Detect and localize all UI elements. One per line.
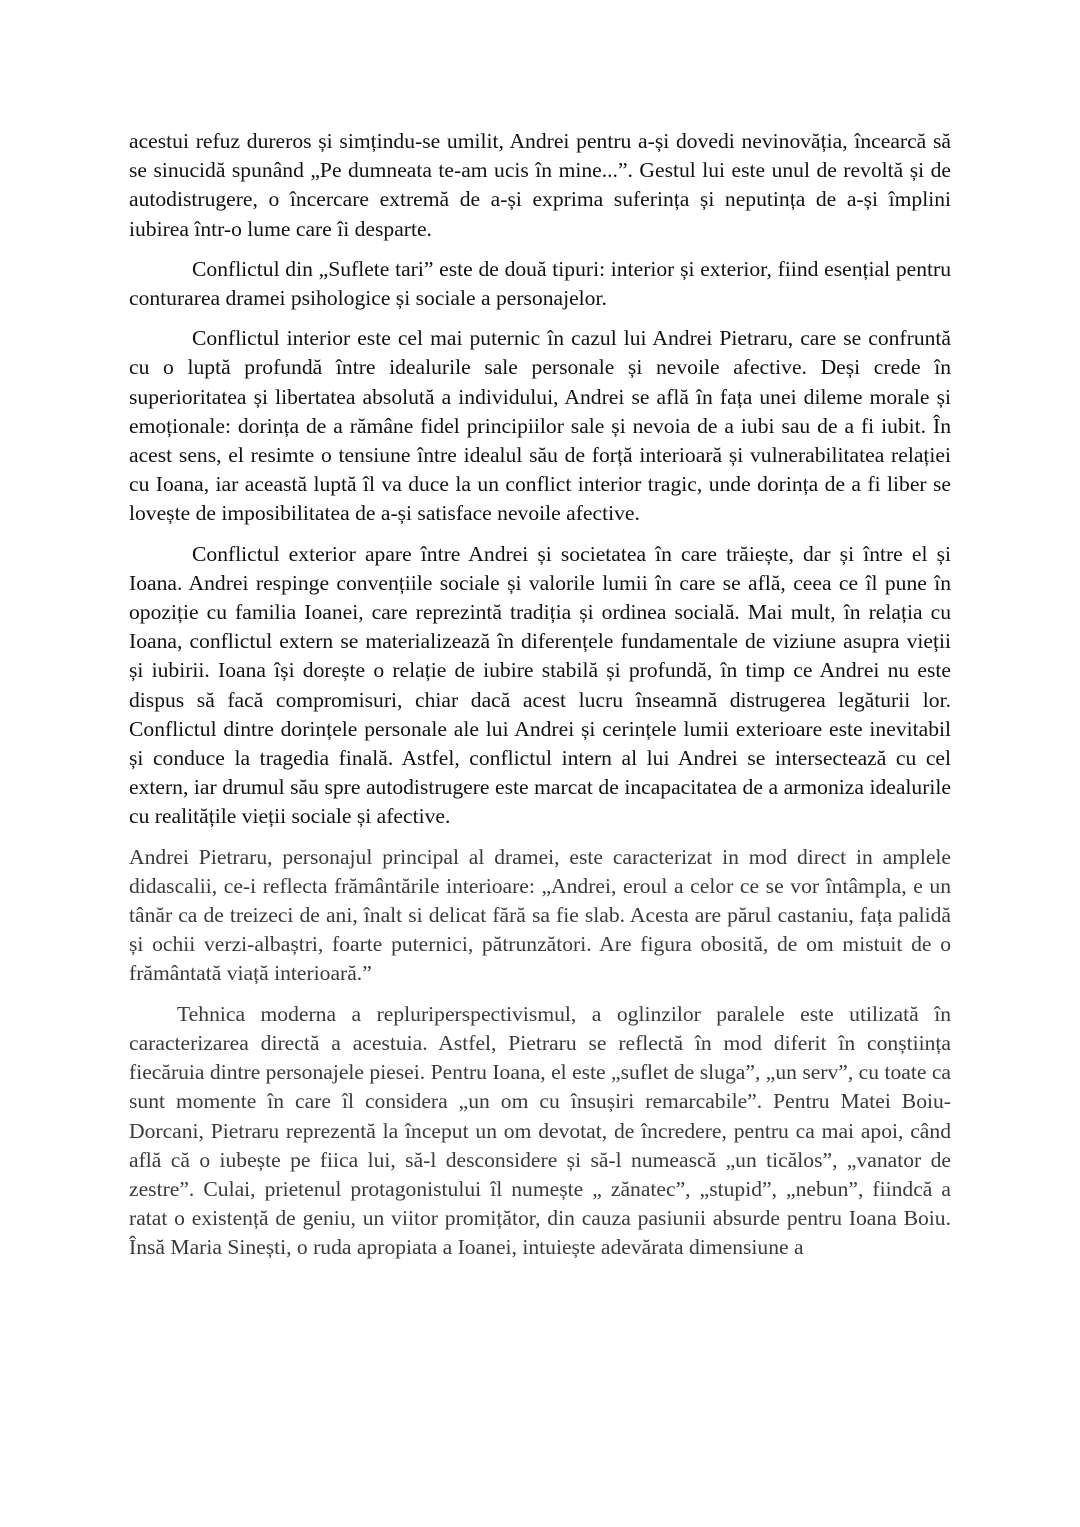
paragraph-refuz: acestui refuz dureros și simțindu-se umilit, Andrei pentru a-și dovedi nevinovăția, încearcă să se sinucidă spunând „Pe dumneata te-am ucis în mine...”. Gestul lui este unul de revoltă și de autodistrugere, o încercare extremă de a-și exprima suferința și neputința de a-și împlini iubirea într-o lume care îi desparte. <box>129 129 951 241</box>
paragraph-perspectivism: Tehnica moderna a repluriperspectivismul, a oglinzilor paralele este utilizată în caracterizarea directă a acestuia. Astfel, Pietraru se reflectă în mod diferit în conștiința fiecăruia dintre personajele piesei. Pentru Ioana, el este „suflet de sluga”, „un serv”, cu toate ca sunt momente în care îl considera „un om cu însușiri remarcabile”. Pentru Matei Boiu-Dorcani, Pietraru reprezentă la început un om devotat, de încredere, pentru ca mai apoi, când află că o iubește pe fiica lui, să-l desconsidere și să-l numească „un ticălos”, „vanator de zestre”. Culai, prietenul protagonistului îl numește „ zănatec”, „stupid”, „nebun”, fiindcă a ratat o existență de geniu, un viitor promițător, din cauza pasiunii absurde pentru Ioana Boiu. Însă Maria Sinești, o ruda apropiata a Ioanei, intuiește adevărata dimensiune a <box>129 1001 951 1260</box>
paragraph-conflict-types: Conflictul din „Suflete tari” este de două tipuri: interior și exterior, fiind esențial pentru conturarea dramei psihologice și sociale a personajelor. <box>129 256 951 311</box>
document-page <box>129 127 951 1274</box>
paragraph-interior-conflict: Conflictul interior este cel mai puternic în cazul lui Andrei Pietraru, care se confruntă cu o luptă profundă între idealurile sale personale și nevoile afective. Deși crede în superioritatea și libertatea absolută a individului, Andrei se află în fața unei dileme morale și emoționale: dorința de a rămâne fidel principiilor sale și nevoia de a iubi sau de a fi iubit. În acest sens, el resimte o tensiune între idealul său de forță interioară și vulnerabilitatea relației cu Ioana, iar această luptă îl va duce la un conflict interior tragic, unde dorința de a fi liber se lovește de imposibilitatea de a-și satisface nevoile afective. <box>129 326 951 526</box>
paragraph-character-description: Andrei Pietraru, personajul principal al dramei, este caracterizat in mod direct in amplele didascalii, ce-i reflecta frământările interioare: „Andrei, eroul a celor ce se vor întâmpla, e un tânăr ca de treizeci de ani, înalt si delicat fără sa fie slab. Acesta are părul castaniu, fața palidă și ochii verzi-albaștri, foarte puternici, pătrunzători. Are figura obosită, de om mistuit de o frământată viață interioară.” <box>129 844 951 986</box>
paragraph-exterior-conflict: Conflictul exterior apare între Andrei și societatea în care trăiește, dar și între el și Ioana. Andrei respinge convențiile sociale și valorile lumii în care se află, ceea ce îl pune în opoziție cu familia Ioanei, care reprezintă tradiția și ordinea socială. Mai mult, în relația cu Ioana, conflictul extern se materializează în diferențele fundamentale de viziune asupra vieții și iubirii. Ioana își dorește o relație de iubire stabilă și profundă, în timp ce Andrei nu este dispus să facă compromisuri, chiar dacă acest lucru înseamnă distrugerea legăturii lor. Conflictul dintre dorințele personale ale lui Andrei și cerințele lumii exterioare este inevitabil și conduce la tragedia finală. Astfel, conflictul intern al lui Andrei se intersectează cu cel extern, iar drumul său spre autodistrugere este marcat de incapacitatea de a armoniza idealurile cu realitățile vieții sociale și afective. <box>129 541 951 829</box>
